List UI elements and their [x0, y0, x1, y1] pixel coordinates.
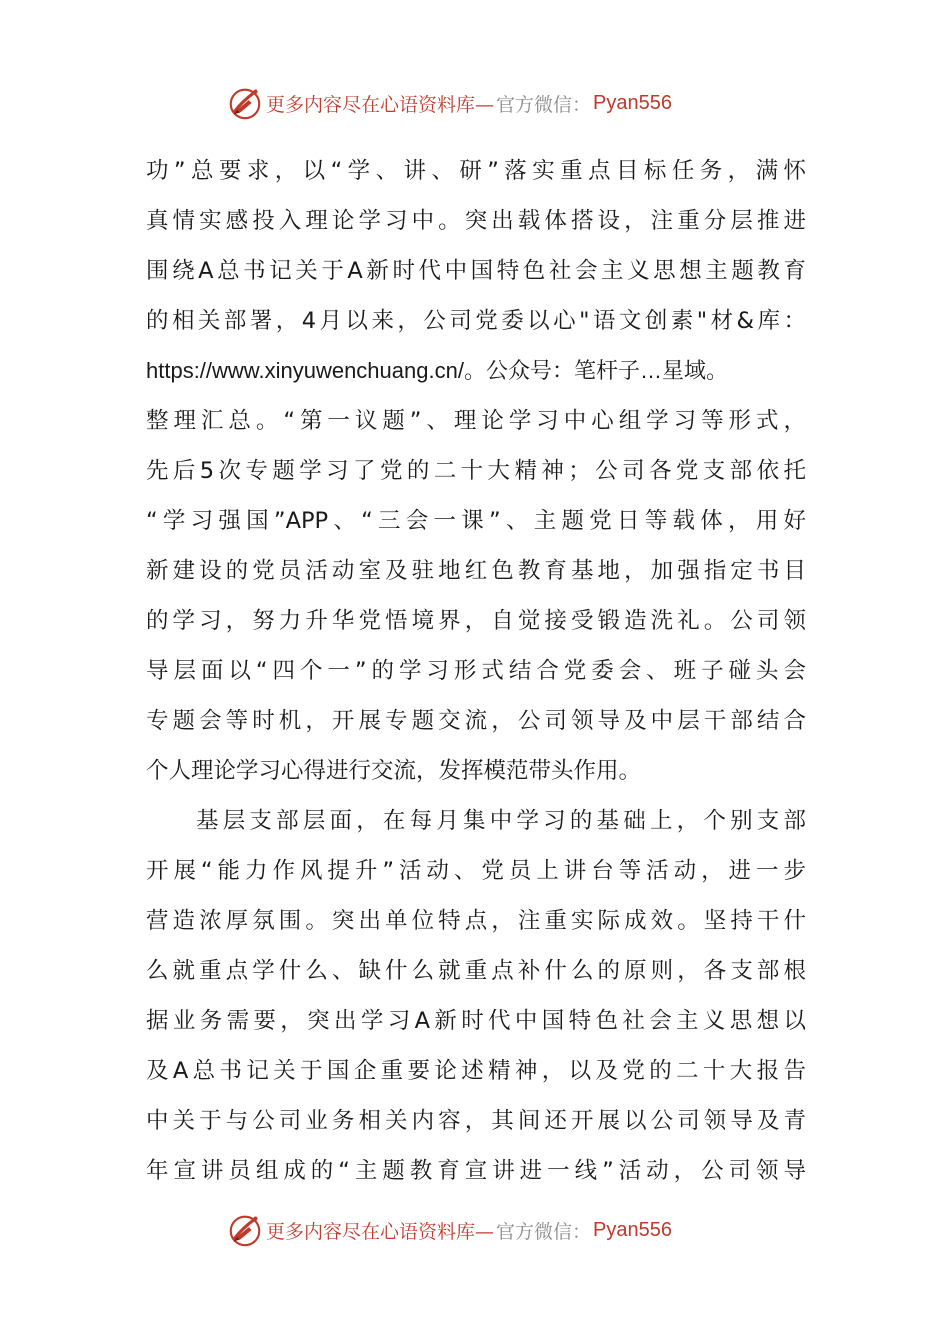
text-line: 个人理论学习心得进行交流，发挥模范带头作用。 [146, 758, 642, 784]
text-line: 整理汇总。“第一议题”、理论学习中心组学习等形式， [146, 408, 806, 434]
text-line: 真情实感投入理论学习中。突出载体搭设，注重分层推进 [146, 208, 806, 234]
banner-wechat-label: 官方微信： [496, 93, 592, 116]
text-line: 导层面以“四个一”的学习形式结合党委会、班子碰头会 [146, 658, 806, 684]
text-line-url: https://www.xinyuwenchuang.cn/。公众号：笔杆子…星域。 [146, 358, 728, 383]
paragraph-2 [146, 796, 806, 1196]
text-line: 开展“能力作风提升”活动、党员上讲台等活动，进一步 [146, 858, 806, 884]
text-line: 么就重点学什么、缺什么就重点补什么的原则，各支部根 [146, 958, 806, 984]
text-line: 年宣讲员组成的“主题教育宣讲进一线”活动，公司领导 [146, 1158, 806, 1184]
text-line: 营造浓厚氛围。突出单位特点，注重实际成效。坚持干什 [146, 908, 806, 934]
banner-text: 更多内容尽在心语资料库— [266, 93, 495, 116]
text-line: 基层支部层面，在每月集中学习的基础上，个别支部 [196, 808, 806, 834]
text-line: 据业务需要，突出学习A新时代中国特色社会主义思想以 [146, 1008, 806, 1034]
text-line: 功”总要求，以“学、讲、研”落实重点目标任务，满怀 [146, 158, 806, 184]
footer-banner [226, 1210, 746, 1250]
pen-logo-icon [226, 1211, 264, 1249]
text-line: 及A总书记关于国企重要论述精神，以及党的二十大报告 [146, 1058, 806, 1084]
banner-wechat-label: 官方微信： [496, 1220, 592, 1243]
banner-text: 更多内容尽在心语资料库— [266, 1220, 495, 1243]
text-line: 的学习，努力升华党悟境界，自觉接受锻造洗礼。公司领 [146, 608, 806, 634]
text-line: 围绕A总书记关于A新时代中国特色社会主义思想主题教育 [146, 258, 806, 284]
body-text [146, 146, 806, 1196]
text-line: 专题会等时机，开展专题交流，公司领导及中层干部结合 [146, 708, 806, 734]
banner-wechat-id: Pyan556 [593, 1218, 672, 1241]
text-line: 的相关部署，4月以来，公司党委以心"语文创素"材&库： [146, 308, 806, 334]
header-banner [226, 83, 746, 123]
banner-wechat-id: Pyan556 [593, 91, 672, 114]
paragraph-1 [146, 146, 806, 796]
text-line: 先后5次专题学习了党的二十大精神；公司各党支部依托 [146, 458, 806, 484]
pen-logo-icon [226, 84, 264, 122]
text-line: 新建设的党员活动室及驻地红色教育基地，加强指定书目 [146, 558, 806, 584]
text-line: 中关于与公司业务相关内容，其间还开展以公司领导及青 [146, 1108, 806, 1134]
text-line: “学习强国”APP、“三会一课”、主题党日等载体，用好 [146, 508, 806, 534]
